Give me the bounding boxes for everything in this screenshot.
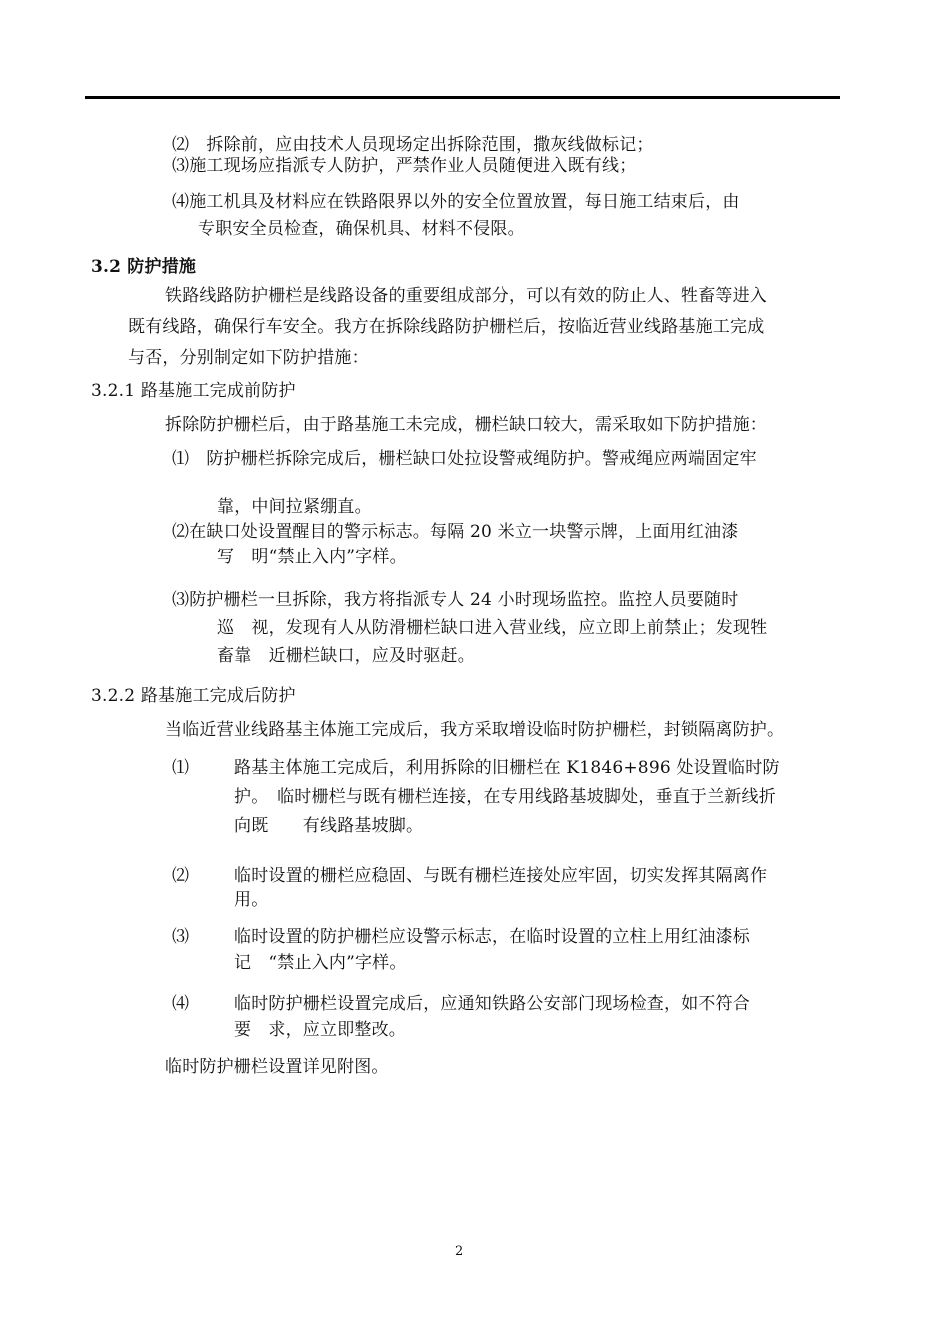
section-3-2-1-line-7: 畜靠 近栅栏缺口，应及时驱赶。 xyxy=(217,646,475,666)
item-4-number: ⑷ xyxy=(172,994,190,1014)
header-rule xyxy=(85,96,840,99)
item-1-line-1: 路基主体施工完成后，利用拆除的旧栅栏在 K1846+896 处设置临时防 xyxy=(234,758,780,778)
section-3-2-1-title: 3.2.1 路基施工完成前防护 xyxy=(91,381,296,401)
item-2-line-1: 临时设置的栅栏应稳固、与既有栅栏连接处应牢固，切实发挥其隔离作 xyxy=(234,866,768,886)
section-3-2-2-intro: 当临近营业线路基主体施工完成后，我方采取增设临时防护栅栏，封锁隔离防护。 xyxy=(165,720,785,740)
section-3-2-para-line-2: 既有线路，确保行车安全。我方在拆除线路防护栅栏后，按临近营业线路基施工完成 xyxy=(128,317,765,337)
section-3-2-1-line-1: ⑴ 防护栅栏拆除完成后，栅栏缺口处拉设警戒绳防护。警戒绳应两端固定牢 xyxy=(172,449,757,469)
item-3-number: ⑶ xyxy=(172,927,190,947)
section-3-2-title: 3.2 防护措施 xyxy=(91,257,197,277)
item-1-number: ⑴ xyxy=(172,758,190,778)
item-4-line-1: 临时防护栅栏设置完成后，应通知铁路公安部门现场检查，如不符合 xyxy=(234,994,750,1014)
item-1-line-3: 向既 有线路基坡脚。 xyxy=(234,816,424,836)
section-3-2-para-line-3: 与否，分别制定如下防护措施： xyxy=(128,348,369,368)
section-3-2-para-line-1: 铁路线路防护栅栏是线路设备的重要组成部分，可以有效的防止人、牲畜等进入 xyxy=(165,286,767,306)
item-4-line-2: 要 求，应立即整改。 xyxy=(234,1020,406,1040)
section-3-2-1-line-2: 靠，中间拉紧绷直。 xyxy=(217,497,372,517)
item-2-line: ⑵ 拆除前，应由技术人员现场定出拆除范围，撒灰线做标记； xyxy=(172,135,654,155)
section-3-2-1-intro: 拆除防护栅栏后，由于路基施工未完成，栅栏缺口较大，需采取如下防护措施： xyxy=(165,415,767,435)
item-1-line-2: 护。 临时栅栏与既有栅栏连接，在专用线路基坡脚处，垂直于兰新线折 xyxy=(234,787,776,807)
section-3-2-1-line-5: ⑶防护栅栏一旦拆除，我方将指派专人 24 小时现场监控。监控人员要随时 xyxy=(172,590,739,610)
section-3-2-1-line-3: ⑵在缺口处设置醒目的警示标志。每隔 20 米立一块警示牌，上面用红油漆 xyxy=(172,522,739,542)
section-3-2-1-line-6: 巡 视，发现有人从防滑栅栏缺口进入营业线，应立即上前禁止；发现牲 xyxy=(217,618,768,638)
item-3-line-1: 临时设置的防护栅栏应设警示标志，在临时设置的立柱上用红油漆标 xyxy=(234,927,750,947)
section-3-2-2-title: 3.2.2 路基施工完成后防护 xyxy=(91,686,296,706)
section-3-2-1-line-4: 写 明“禁止入内”字样。 xyxy=(217,547,407,567)
item-3-line: ⑶施工现场应指派专人防护，严禁作业人员随便进入既有线； xyxy=(172,156,637,176)
page-number: 2 xyxy=(455,1244,464,1259)
item-2-number: ⑵ xyxy=(172,866,190,886)
closing-note: 临时防护栅栏设置详见附图。 xyxy=(165,1057,389,1077)
item-3-line-2: 记 “禁止入内”字样。 xyxy=(234,953,407,973)
item-4-line-2: 专职安全员检查，确保机具、材料不侵限。 xyxy=(198,219,525,239)
item-2-line-2: 用。 xyxy=(234,890,269,910)
item-4-line-1: ⑷施工机具及材料应在铁路限界以外的安全位置放置，每日施工结束后，由 xyxy=(172,192,740,212)
